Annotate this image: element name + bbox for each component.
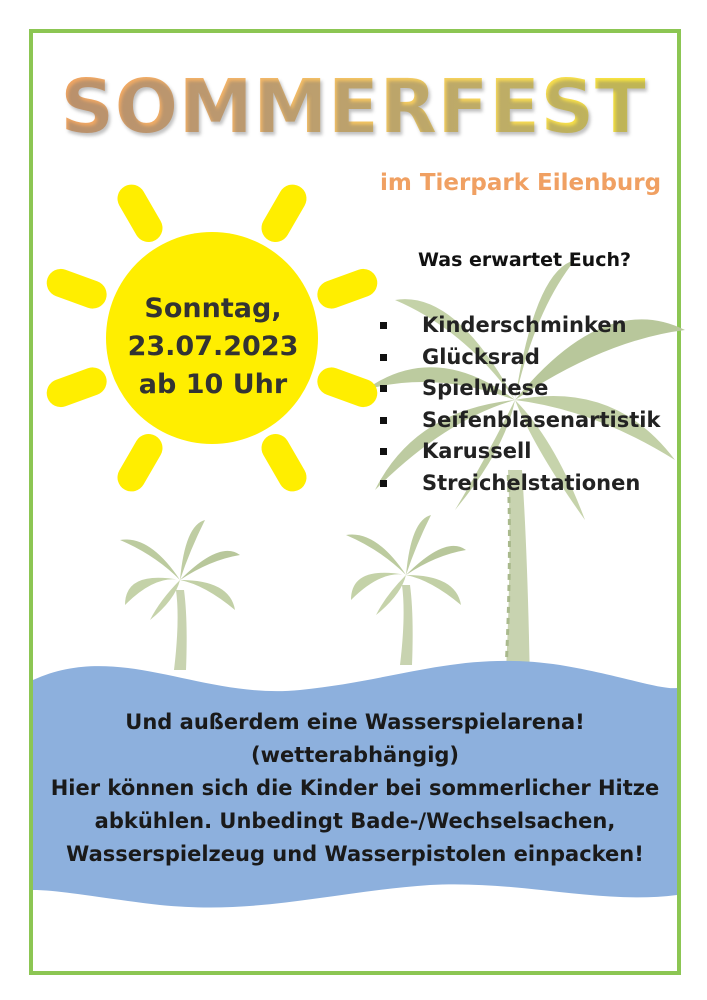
- poster-subtitle: im Tierpark Eilenburg: [380, 170, 662, 196]
- water-line: Und außerdem eine Wasserspielarena!: [125, 710, 585, 734]
- bullet-icon: [380, 480, 387, 487]
- event-date: [118, 290, 308, 404]
- water-line: (wetterabhängig): [250, 743, 460, 767]
- water-line: Wasserspielzeug und Wasserpistolen einpacken!: [66, 842, 644, 866]
- program-list: [380, 310, 660, 499]
- water-arena-info: [33, 706, 677, 871]
- program-heading: Was erwartet Euch?: [418, 249, 632, 271]
- date-line-date: 23.07.2023: [127, 331, 299, 362]
- water-line: abkühlen. Unbedingt Bade-/Wechselsachen,: [94, 809, 616, 833]
- bullet-icon: [380, 354, 387, 361]
- date-line-time: ab 10 Uhr: [138, 369, 288, 400]
- list-item: Streichelstationen: [380, 468, 660, 500]
- bullet-icon: [380, 322, 387, 329]
- list-item: Karussell: [380, 436, 660, 468]
- bullet-icon: [380, 448, 387, 455]
- bullet-icon: [380, 417, 387, 424]
- poster-title: SOMMERFEST: [0, 62, 707, 152]
- list-item: Spielwiese: [380, 373, 660, 405]
- water-line: Hier können sich die Kinder bei sommerlicher Hitze: [50, 776, 660, 800]
- list-item: Glücksrad: [380, 342, 660, 374]
- date-line-day: Sonntag,: [144, 293, 282, 324]
- list-item: Seifenblasenartistik: [380, 405, 660, 437]
- list-item: Kinderschminken: [380, 310, 660, 342]
- bullet-icon: [380, 385, 387, 392]
